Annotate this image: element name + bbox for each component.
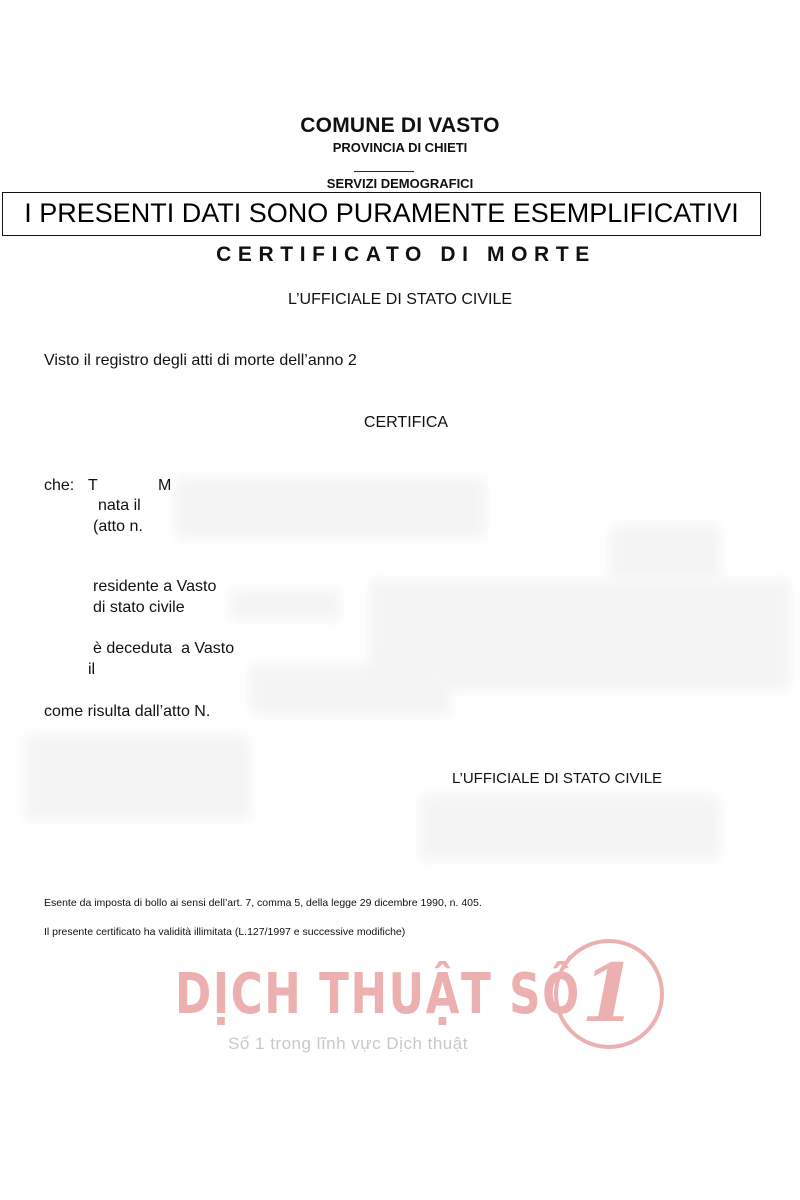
officer-heading: L’UFFICIALE DI STATO CIVILE: [287, 291, 513, 308]
header-divider: [354, 171, 414, 172]
provincia-subtitle: PROVINCIA DI CHIETI: [332, 140, 468, 155]
redaction-blur: [175, 478, 485, 538]
residence-line: residente a Vasto: [93, 578, 217, 595]
birth-date-label: nata il: [98, 497, 141, 514]
redaction-blur: [25, 735, 250, 820]
banner-text: I PRESENTI DATI SONO PURAMENTE ESEMPLIFICATIVI: [24, 198, 739, 228]
stamp-exemption-note: Esente da imposta di bollo ai sensi dell’art. 7, comma 5, della legge 29 dicembre 1990, n. 405.: [44, 897, 482, 909]
watermark-numeral: 1: [581, 946, 637, 1040]
servizi-subtitle: SERVIZI DEMOGRAFICI: [326, 176, 474, 191]
validity-note: Il presente certificato ha validità illimitata (L.127/1997 e successive modifiche): [44, 926, 406, 938]
redaction-blur: [420, 795, 720, 860]
certificate-title: CERTIFICATO DI MORTE: [216, 243, 596, 266]
che-label: che:: [44, 477, 75, 494]
redaction-blur: [250, 665, 450, 715]
death-date-label: il: [88, 661, 96, 678]
redaction-blur: [230, 590, 340, 620]
redaction-blur: [610, 525, 720, 580]
watermark-logo-circle: [554, 939, 664, 1049]
deceased-line: è deceduta a Vasto: [93, 640, 235, 657]
act-reference-line: come risulta dall’atto N.: [44, 703, 211, 720]
registry-line: Visto il registro degli atti di morte dell’anno 2: [44, 352, 357, 369]
comune-title: COMUNE DI VASTO: [300, 114, 500, 137]
certifica-heading: CERTIFICA: [363, 414, 449, 431]
name-initial: T: [88, 477, 98, 494]
surname-initial: M: [158, 477, 172, 494]
watermark-brand: DỊCH THUẬT SỐ: [175, 962, 581, 1027]
watermark-tagline: Số 1 trong lĩnh vực Dịch thuật: [228, 1034, 468, 1053]
signature-officer-label: L’UFFICIALE DI STATO CIVILE: [452, 770, 663, 787]
example-data-banner: [2, 192, 761, 236]
civil-status-line: di stato civile: [93, 599, 185, 616]
act-number-label: (atto n.: [93, 518, 143, 535]
